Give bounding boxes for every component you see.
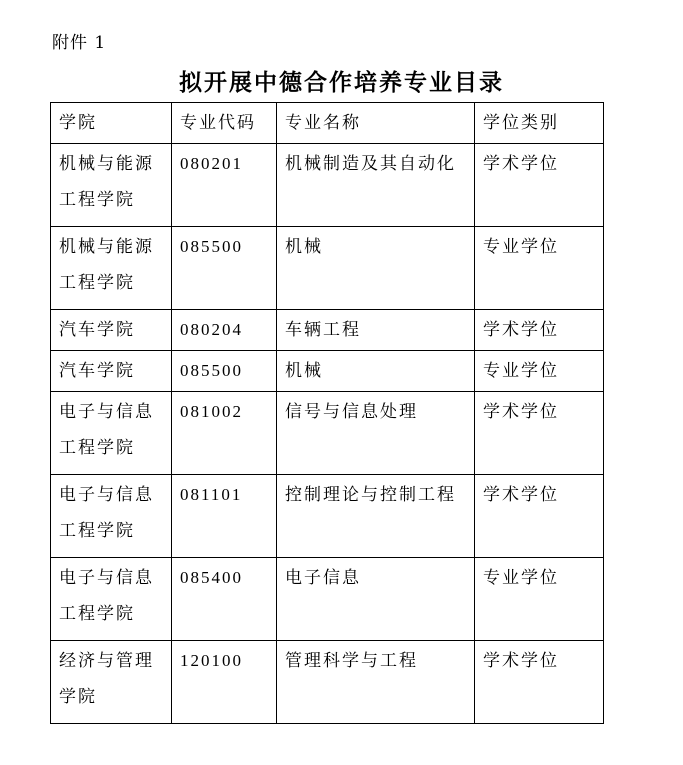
college-cell: 经济与管理学院 xyxy=(51,641,172,724)
degree-type-cell: 学术学位 xyxy=(475,310,604,351)
major-name-cell: 管理科学与工程 xyxy=(277,641,475,724)
major-code-cell: 080201 xyxy=(172,144,277,227)
college-cell: 汽车学院 xyxy=(51,310,172,351)
major-code-cell: 085500 xyxy=(172,227,277,310)
major-code-cell: 081101 xyxy=(172,475,277,558)
college-cell: 机械与能源工程学院 xyxy=(51,227,172,310)
college-cell: 电子与信息工程学院 xyxy=(51,558,172,641)
major-catalog-table xyxy=(50,102,604,724)
major-name-cell: 车辆工程 xyxy=(277,310,475,351)
table-row xyxy=(51,351,604,392)
degree-type-cell: 专业学位 xyxy=(475,558,604,641)
major-name-cell: 机械 xyxy=(277,351,475,392)
major-code-cell: 085500 xyxy=(172,351,277,392)
major-code-cell: 085400 xyxy=(172,558,277,641)
page-title: 拟开展中德合作培养专业目录 xyxy=(179,70,504,96)
major-name-cell: 信号与信息处理 xyxy=(277,392,475,475)
table-header-row xyxy=(51,103,604,144)
table-row xyxy=(51,475,604,558)
major-code-cell: 080204 xyxy=(172,310,277,351)
table-row xyxy=(51,144,604,227)
major-code-cell: 081002 xyxy=(172,392,277,475)
table-row xyxy=(51,227,604,310)
major-code-cell: 120100 xyxy=(172,641,277,724)
degree-type-cell: 专业学位 xyxy=(475,227,604,310)
header-degree-type: 学位类别 xyxy=(475,103,604,144)
college-cell: 机械与能源工程学院 xyxy=(51,144,172,227)
college-cell: 电子与信息工程学院 xyxy=(51,475,172,558)
degree-type-cell: 学术学位 xyxy=(475,641,604,724)
table-row xyxy=(51,641,604,724)
degree-type-cell: 专业学位 xyxy=(475,351,604,392)
degree-type-cell: 学术学位 xyxy=(475,144,604,227)
degree-type-cell: 学术学位 xyxy=(475,392,604,475)
major-name-cell: 机械 xyxy=(277,227,475,310)
attachment-label: 附件 1 xyxy=(52,33,107,53)
header-major-name: 专业名称 xyxy=(277,103,475,144)
header-major-code: 专业代码 xyxy=(172,103,277,144)
major-name-cell: 机械制造及其自动化 xyxy=(277,144,475,227)
table-row xyxy=(51,558,604,641)
table-row xyxy=(51,310,604,351)
major-name-cell: 控制理论与控制工程 xyxy=(277,475,475,558)
major-name-cell: 电子信息 xyxy=(277,558,475,641)
header-college: 学院 xyxy=(51,103,172,144)
degree-type-cell: 学术学位 xyxy=(475,475,604,558)
college-cell: 电子与信息工程学院 xyxy=(51,392,172,475)
table-row xyxy=(51,392,604,475)
college-cell: 汽车学院 xyxy=(51,351,172,392)
